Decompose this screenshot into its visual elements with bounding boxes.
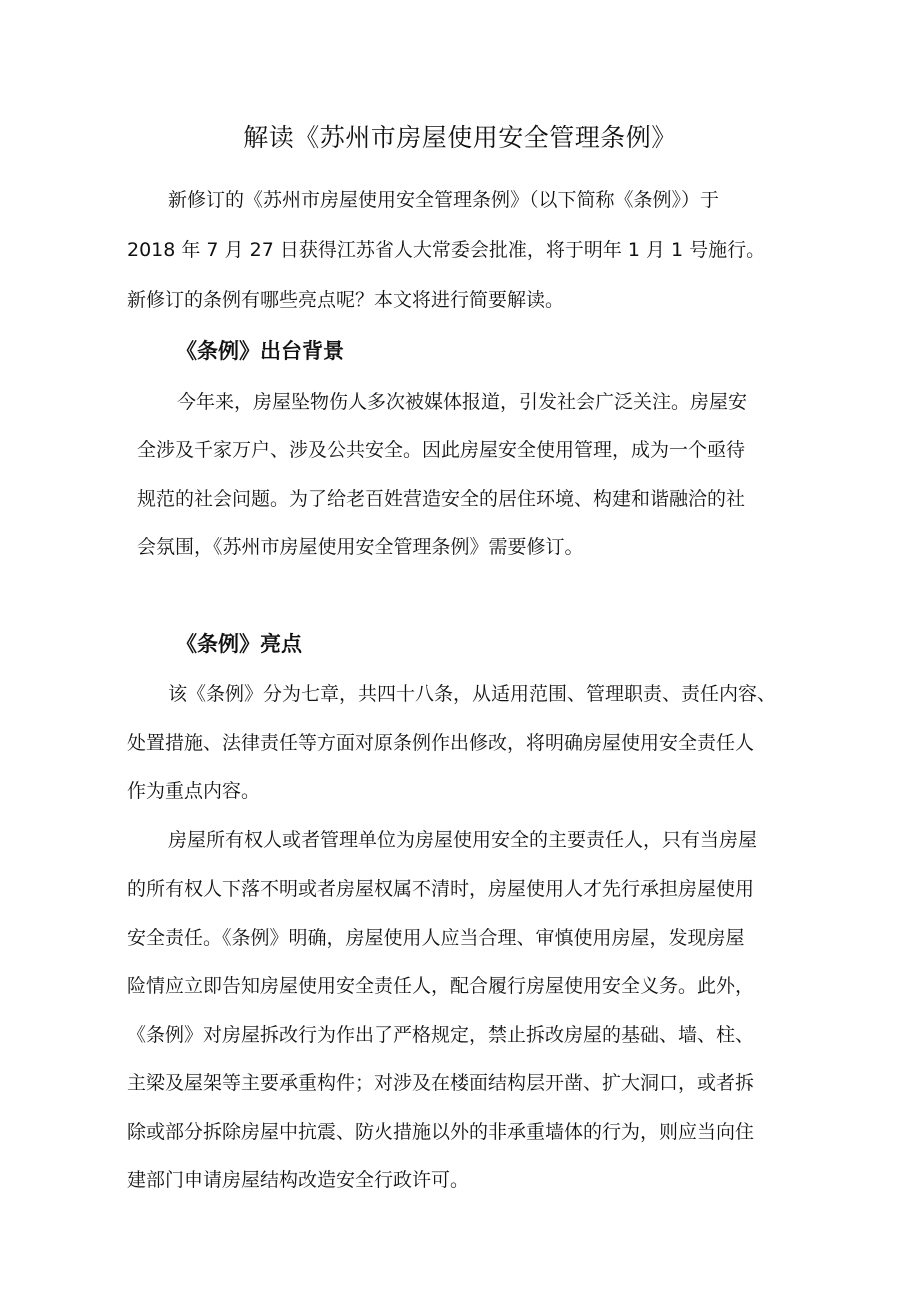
section2-p1-line: 处置措施、法律责任等方面对原条例作出修改，将明确房屋使用安全责任人 bbox=[127, 732, 755, 754]
section2-p1-line: 该《条例》分为七章，共四十八条，从适用范围、管理职责、责任内容、 bbox=[168, 683, 777, 705]
section-heading-highlights: 《条例》亮点 bbox=[176, 632, 302, 656]
section2-p2-line: 主梁及屋架等主要承重构件；对涉及在楼面结构层开凿、扩大洞口，或者拆 bbox=[127, 1072, 755, 1094]
section2-p2-line: 险情应立即告知房屋使用安全责任人，配合履行房屋使用安全义务。此外， bbox=[127, 975, 755, 997]
section2-p2-line: 安全责任。《条例》明确，房屋使用人应当合理、审慎使用房屋，发现房屋 bbox=[127, 927, 745, 949]
section2-p2-line: 《条例》对房屋拆改行为作出了严格规定，禁止拆改房屋的基础、墙、柱、 bbox=[127, 1024, 755, 1046]
intro-line: 新修订的条例有哪些亮点呢？本文将进行简要解读。 bbox=[127, 289, 565, 311]
section2-p2-line: 建部门申请房屋结构改造安全行政许可。 bbox=[127, 1169, 470, 1191]
section1-line: 今年来，房屋坠物伤人多次被媒体报道，引发社会广泛关注。房屋安 bbox=[177, 391, 748, 413]
document-title: 解读《苏州市房屋使用安全管理条例》 bbox=[243, 123, 677, 152]
section2-p2-line: 房屋所有权人或者管理单位为房屋使用安全的主要责任人，只有当房屋 bbox=[168, 829, 758, 851]
section2-p1-line: 作为重点内容。 bbox=[127, 780, 261, 802]
section1-line: 规范的社会问题。为了给老百姓营造安全的居住环境、构建和谐融洽的社 bbox=[137, 488, 746, 510]
section2-p2-line: 除或部分拆除房屋中抗震、防火措施以外的非承重墙体的行为，则应当向住 bbox=[127, 1121, 755, 1143]
intro-line: 新修订的《苏州市房屋使用安全管理条例》（以下简称《条例》）于 bbox=[168, 189, 720, 211]
section1-line: 全涉及千家万户、涉及公共安全。因此房屋安全使用管理，成为一个亟待 bbox=[137, 439, 746, 461]
section-heading-background: 《条例》出台背景 bbox=[176, 339, 344, 363]
section1-line: 会氛围，《苏州市房屋使用安全管理条例》需要修订。 bbox=[137, 536, 584, 558]
intro-line: 2018 年 7 月 27 日获得江苏省人大常委会批准，将于明年 1 月 1 号施行。 bbox=[127, 239, 766, 261]
section2-p2-line: 的所有权人下落不明或者房屋权属不清时，房屋使用人才先行承担房屋使用 bbox=[127, 878, 755, 900]
